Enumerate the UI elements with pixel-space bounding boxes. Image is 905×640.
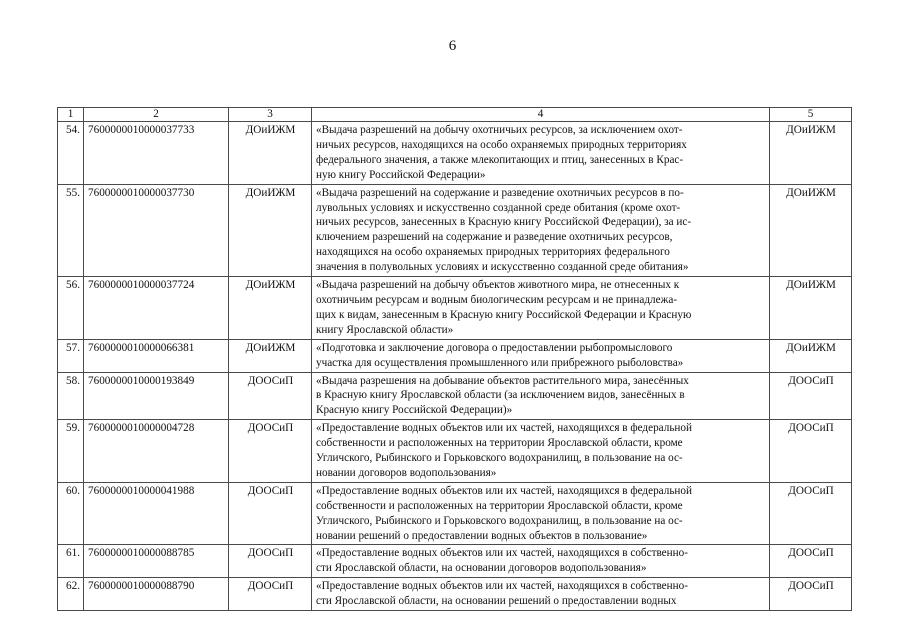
department-abbreviation: ДОиИЖМ (229, 122, 312, 185)
page-number: 6 (448, 38, 457, 54)
responsible-department: ДООСиП (770, 545, 852, 578)
responsible-department: ДООСиП (770, 420, 852, 483)
row-number: 57. (58, 339, 84, 372)
description-line: «Выдача разрешений на добычу объектов животного мира, не отнесенных к (316, 279, 680, 292)
row-number: 59. (58, 420, 84, 483)
header-row (58, 108, 852, 122)
description-line: новании решений о предоставлении водных объектов в пользование» (316, 529, 648, 542)
description-line: книгу Ярославской области» (316, 323, 454, 336)
description-line: «Выдача разрешений на добычу охотничьих ресурсов, за исключением охот- (316, 124, 683, 136)
responsible-department: ДООСиП (770, 482, 852, 545)
description-line: Угличского, Рыбинского и Горьковского водохранилищ, в пользование на ос- (316, 452, 683, 465)
table-row (58, 339, 852, 372)
department-abbreviation: ДОиИЖМ (229, 339, 312, 372)
row-number: 61. (58, 545, 84, 578)
service-registry-code: 7600000010000037733 (84, 122, 229, 185)
service-description (312, 277, 770, 340)
service-registry-code: 7600000010000088790 (84, 578, 229, 611)
table-row (58, 122, 852, 185)
service-registry-code: 7600000010000193849 (84, 372, 229, 420)
description-line: в Красную книгу Ярославской области (за исключением видов, занесённых в (316, 389, 685, 402)
table-body (58, 122, 852, 611)
table-row (58, 184, 852, 276)
description-line: федерального значения, а также млекопитающих и птиц, занесенных в Крас- (316, 153, 684, 166)
description-line: «Выдача разрешения на добывание объектов растительного мира, занесённых (316, 374, 689, 387)
description-line: «Предоставление водных объектов или их частей, находящихся в собственно- (316, 547, 688, 560)
service-description (312, 578, 770, 611)
table-header (58, 108, 852, 122)
service-description (312, 482, 770, 545)
row-number: 55. (58, 184, 84, 276)
service-registry-code: 7600000010000066381 (84, 339, 229, 372)
department-abbreviation: ДООСиП (229, 578, 312, 611)
description-line: собственности и расположенных на территории Ярославской области, кроме (316, 437, 683, 450)
department-abbreviation: ДООСиП (229, 420, 312, 483)
department-abbreviation: ДОиИЖМ (229, 277, 312, 340)
description-line: ничьих ресурсов, занесенных в Красную книгу Российской Федерации), за ис- (316, 216, 692, 229)
description-line: ничьих ресурсов, находящихся на особо охраняемых природных территориях (316, 138, 687, 151)
description-line: значения в полувольных условиях и искусственно созданной среде обитания» (316, 261, 689, 274)
service-description (312, 372, 770, 420)
column-header-3: 3 (229, 108, 312, 122)
description-line: «Подготовка и заключение договора о предоставлении рыбопромыслового (316, 341, 673, 354)
column-header-2: 2 (84, 108, 229, 122)
description-line: щих к видам, занесенным в Красную книгу Российской Федерации и Красную (316, 308, 692, 321)
service-description (312, 420, 770, 483)
description-line: «Предоставление водных объектов или их частей, находящихся в собственно- (316, 580, 688, 593)
description-line: находящихся на особо охраняемых природных территориях федерального (316, 246, 670, 259)
column-header-5: 5 (770, 108, 852, 122)
description-line: участка для осуществления промышленного или прибрежного рыболовства» (316, 356, 684, 369)
description-line: собственности и расположенных на территории Ярославской области, кроме (316, 499, 683, 512)
row-number: 56. (58, 277, 84, 340)
service-registry-code: 7600000010000041988 (84, 482, 229, 545)
services-table (57, 107, 852, 611)
description-line: «Предоставление водных объектов или их частей, находящихся в федеральной (316, 484, 692, 497)
description-line: ключением разрешений на содержание и разведение охотничьих ресурсов, (316, 231, 673, 244)
column-header-1: 1 (58, 108, 84, 122)
table-row (58, 372, 852, 420)
description-line: «Выдача разрешений на содержание и разведение охотничьих ресурсов в по- (316, 186, 684, 199)
description-line: охотничьим ресурсам и водным биологическим ресурсам и не принадлежа- (316, 293, 678, 306)
responsible-department: ДОиИЖМ (770, 184, 852, 276)
row-number: 54. (58, 122, 84, 185)
department-abbreviation: ДОиИЖМ (229, 184, 312, 276)
service-description (312, 184, 770, 276)
column-header-4: 4 (312, 108, 770, 122)
department-abbreviation: ДООСиП (229, 482, 312, 545)
service-registry-code: 7600000010000088785 (84, 545, 229, 578)
responsible-department: ДОиИЖМ (770, 122, 852, 185)
description-line: сти Ярославской области, на основании договоров водопользования» (316, 562, 647, 575)
department-abbreviation: ДООСиП (229, 545, 312, 578)
table-row (58, 578, 852, 611)
service-description (312, 122, 770, 185)
responsible-department: ДОиИЖМ (770, 277, 852, 340)
service-registry-code: 7600000010000004728 (84, 420, 229, 483)
row-number: 62. (58, 578, 84, 611)
description-line: Угличского, Рыбинского и Горьковского водохранилищ, в пользование на ос- (316, 514, 683, 527)
responsible-department: ДООСиП (770, 578, 852, 611)
row-number: 60. (58, 482, 84, 545)
description-line: лувольных условиях и искусственно созданной среде обитания (кроме охот- (316, 201, 681, 214)
service-description (312, 339, 770, 372)
row-number: 58. (58, 372, 84, 420)
responsible-department: ДООСиП (770, 372, 852, 420)
table-row (58, 482, 852, 545)
service-registry-code: 7600000010000037730 (84, 184, 229, 276)
department-abbreviation: ДООСиП (229, 372, 312, 420)
description-line: новании договоров водопользования» (316, 466, 497, 479)
responsible-department: ДОиИЖМ (770, 339, 852, 372)
description-line: Красную книгу Российской Федерации)» (316, 404, 513, 417)
table-row (58, 420, 852, 483)
service-description (312, 545, 770, 578)
description-line: ную книгу Российской Федерации» (316, 168, 486, 181)
table-row (58, 277, 852, 340)
table-row (58, 545, 852, 578)
description-line: сти Ярославской области, на основании решений о предоставлении водных (316, 595, 677, 608)
description-line: «Предоставление водных объектов или их частей, находящихся в федеральной (316, 422, 692, 435)
service-registry-code: 7600000010000037724 (84, 277, 229, 340)
